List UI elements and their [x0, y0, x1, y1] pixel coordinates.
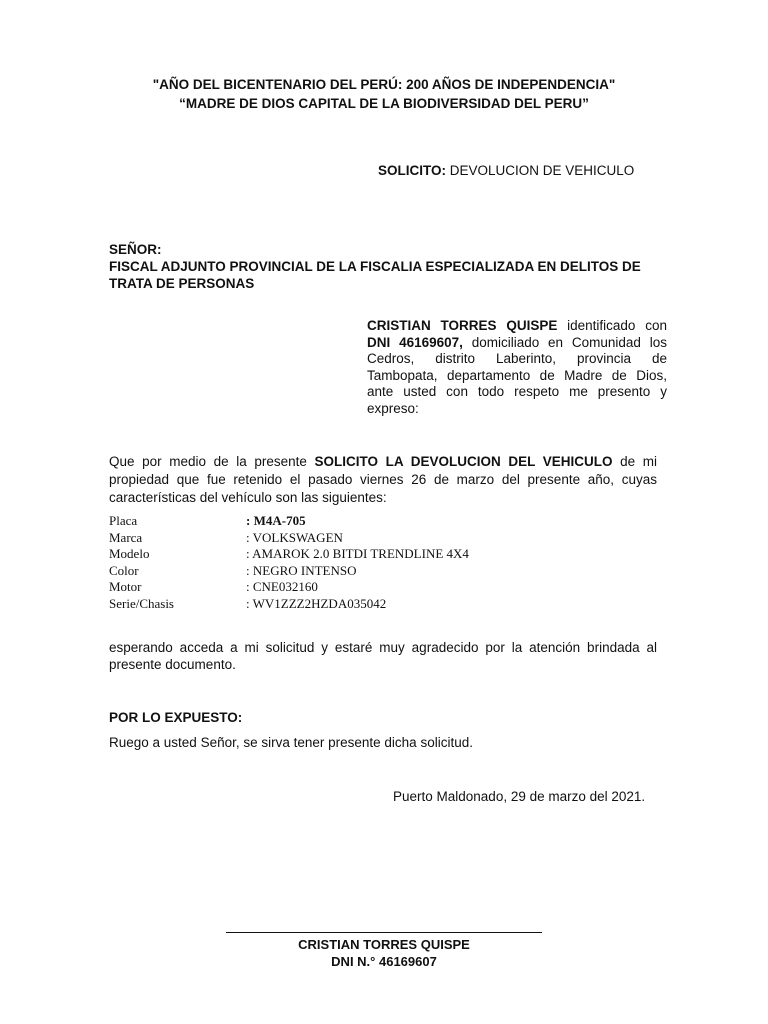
vehicle-row-placa: [109, 513, 469, 530]
signature-line: [226, 932, 542, 933]
vehicle-row-serie-chasis: [109, 596, 469, 613]
subject-label: SOLICITO:: [378, 163, 447, 178]
vehicle-label: Serie/Chasis: [109, 595, 174, 611]
vehicle-label: Modelo: [109, 546, 150, 562]
vehicle-row-color: [109, 563, 469, 580]
place-and-date: Puerto Maldonado, 29 de marzo del 2021.: [393, 789, 646, 804]
subject-line: [378, 163, 634, 179]
header-line-madre-de-dios: “MADRE DE DIOS CAPITAL DE LA BIODIVERSIDAD DEL PERU”: [179, 96, 589, 111]
vehicle-label: Marca: [109, 529, 143, 545]
vehicle-value: : AMAROK 2.0 BITDI TRENDLINE 4X4: [246, 546, 469, 562]
vehicle-label: Placa: [109, 513, 138, 528]
vehicle-value: : WV1ZZZ2HZDA035042: [246, 595, 387, 611]
vehicle-row-motor: [109, 579, 469, 596]
requester-name: CRISTIAN TORRES QUISPE: [367, 318, 558, 333]
vehicle-row-modelo: [109, 546, 469, 563]
signatory-name: CRISTIAN TORRES QUISPE: [298, 937, 470, 952]
addressee-block: [109, 241, 669, 292]
requester-dni: DNI 46169607,: [367, 334, 463, 350]
vehicle-label: Motor: [109, 579, 142, 595]
vehicle-value: : CNE032160: [246, 579, 318, 595]
closing-paragraph: esperando acceda a mi solicitud y estaré muy agradecido por la atención brindada al presente documento.: [109, 640, 657, 672]
request-emphasis: SOLICITO LA DEVOLUCION DEL VEHICULO: [314, 454, 613, 469]
intro-text-2: domiciliado en Comunidad los Cedros, distrito Laberinto, provincia de Tambopata, departamento de Madre de Dios, ante usted con todo respeto me presento y expreso:: [367, 334, 667, 416]
request-text-2: de mi propiedad que fue retenido el pasado viernes 26 de marzo del presente año, cuyas características del vehículo son las siguientes:: [109, 454, 657, 505]
vehicle-details-table: [109, 513, 469, 613]
document-header: [0, 75, 768, 113]
por-lo-expuesto-heading: POR LO EXPUESTO:: [109, 710, 243, 725]
subject-text: DEVOLUCION DE VEHICULO: [446, 163, 635, 178]
vehicle-row-marca: [109, 530, 469, 547]
request-text-1: Que por medio de la presente: [109, 454, 315, 469]
vehicle-value: : NEGRO INTENSO: [246, 562, 357, 578]
vehicle-label: Color: [109, 562, 139, 578]
header-line-bicentenario: "AÑO DEL BICENTENARIO DEL PERÚ: 200 AÑOS DE INDEPENDENCIA": [152, 77, 616, 92]
intro-paragraph: [367, 318, 667, 417]
petition-sentence: Ruego a usted Señor, se sirva tener presente dicha solicitud.: [109, 735, 473, 750]
signature-block: [226, 936, 542, 970]
intro-text-1: identificado con: [557, 318, 667, 333]
salutation: SEÑOR:: [109, 242, 162, 257]
signatory-dni: DNI N.° 46169607: [331, 954, 437, 969]
request-paragraph: [109, 453, 657, 507]
recipient: FISCAL ADJUNTO PROVINCIAL DE LA FISCALIA ESPECIALIZADA EN DELITOS DE TRATA DE PERSONAS: [109, 259, 641, 291]
vehicle-value: : VOLKSWAGEN: [246, 529, 343, 545]
vehicle-value: : M4A-705: [246, 513, 306, 528]
